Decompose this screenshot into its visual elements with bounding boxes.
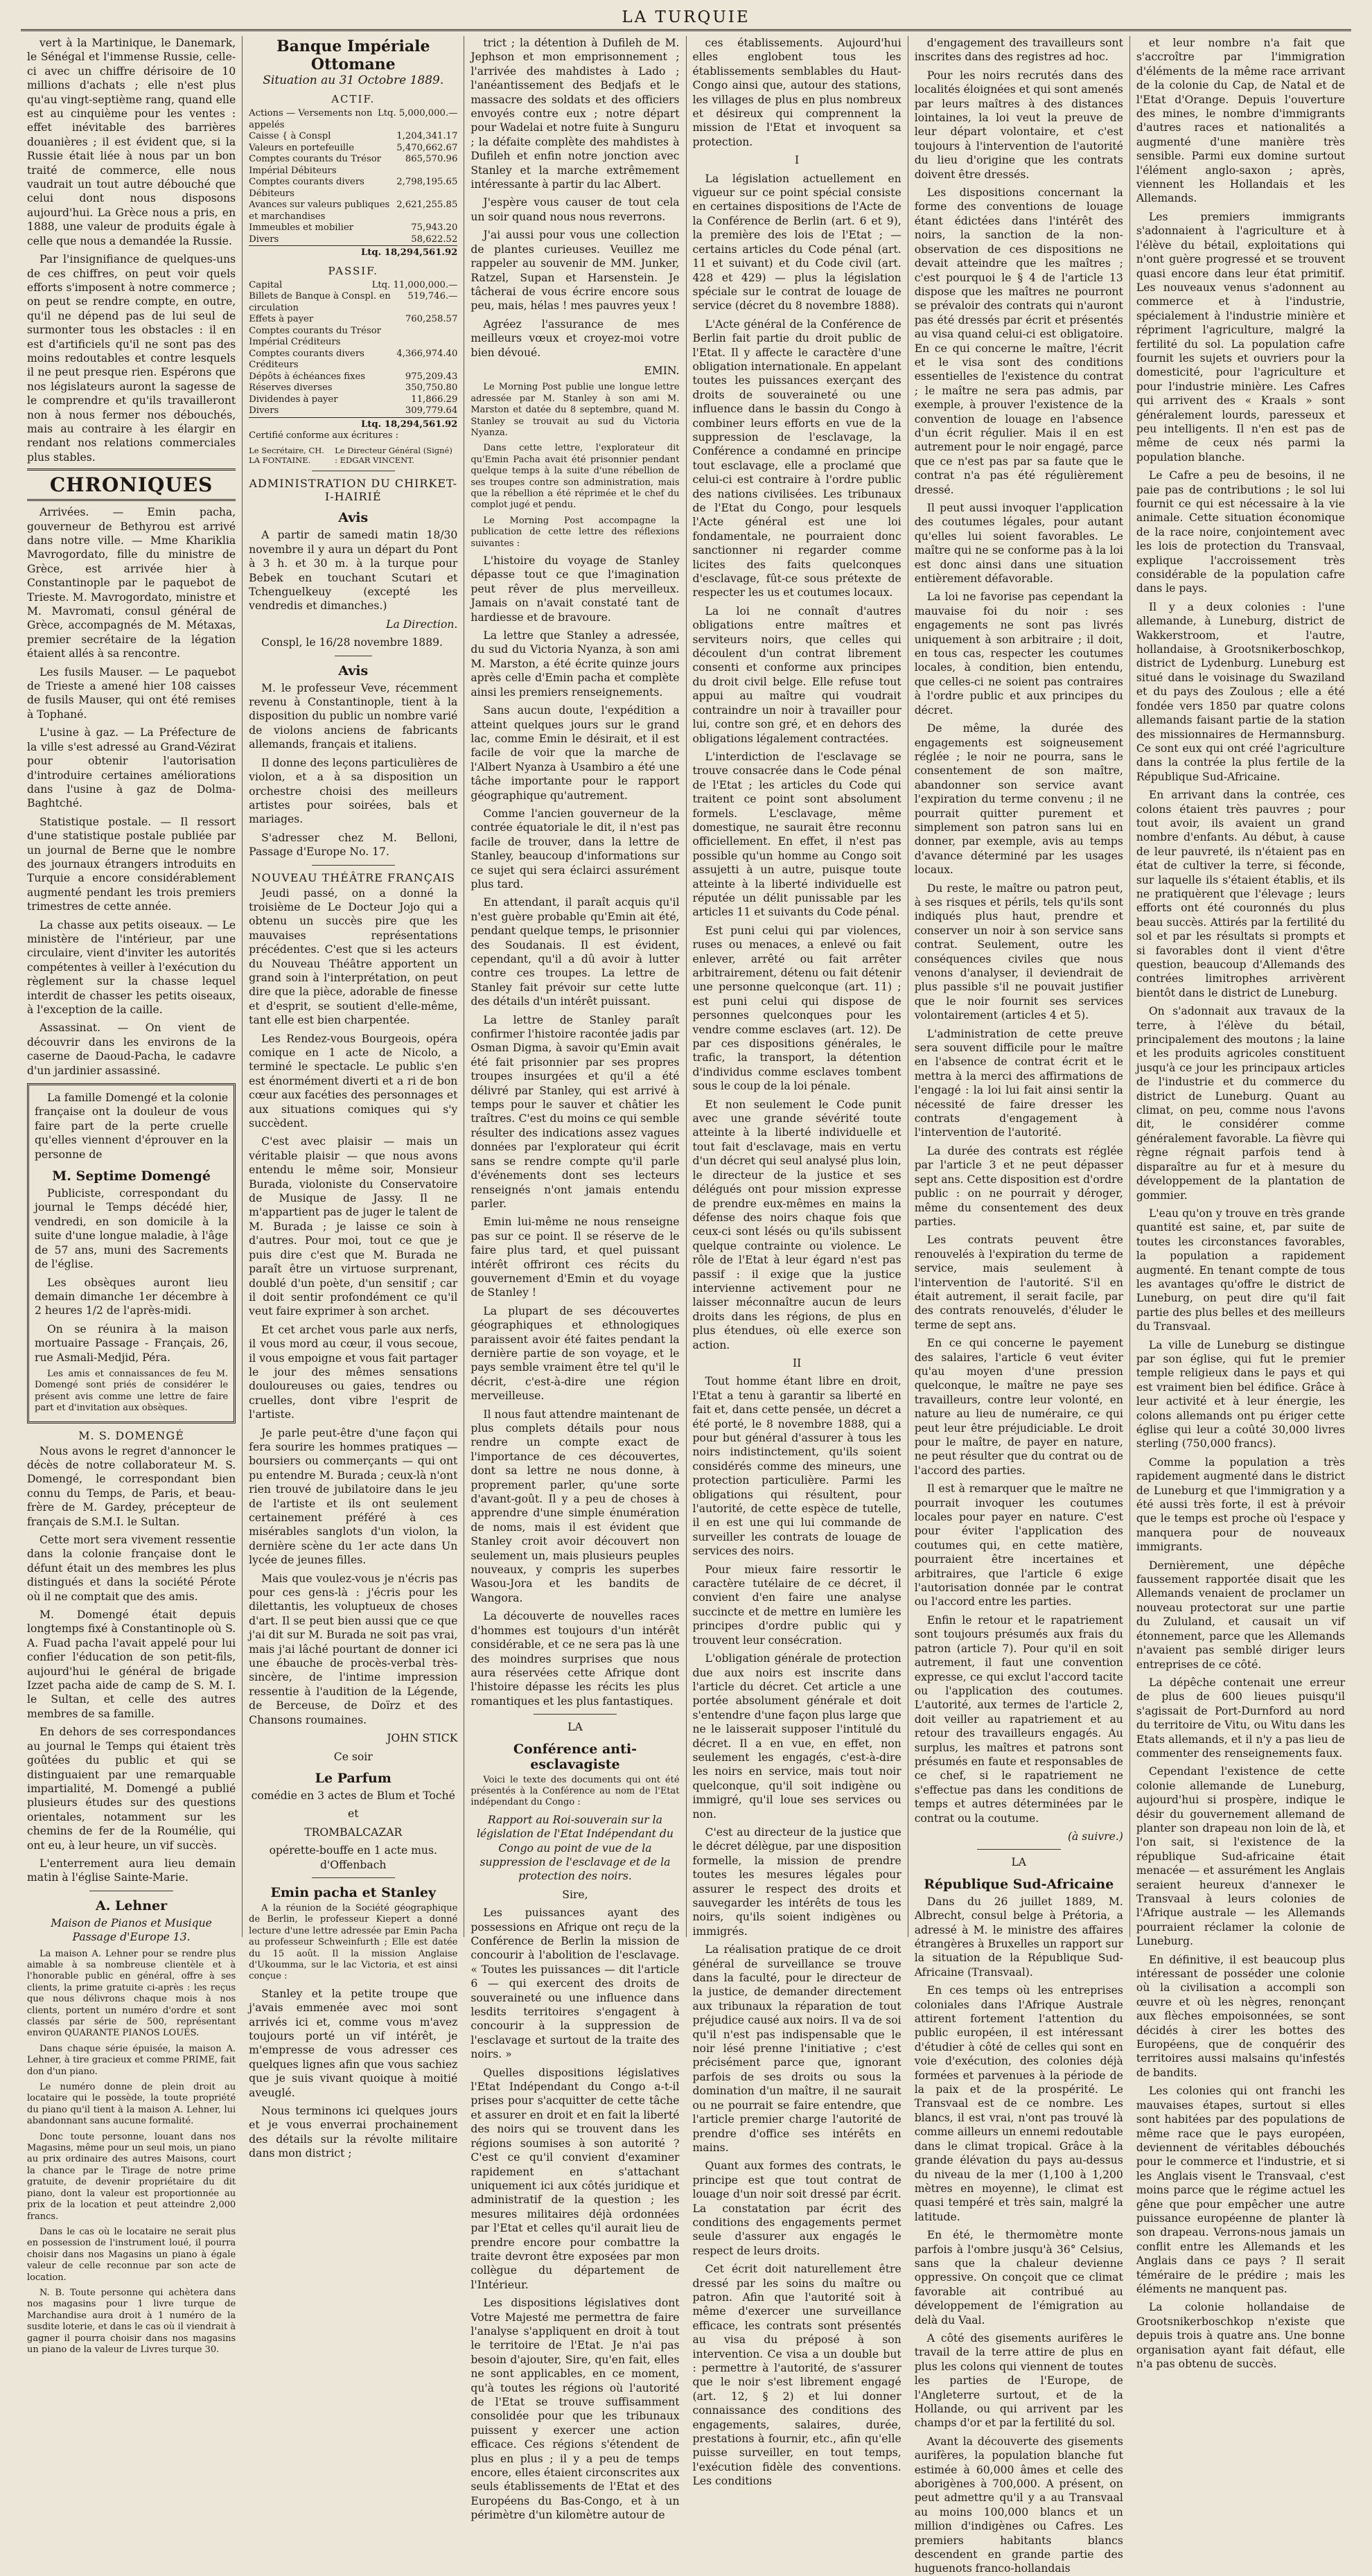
passif-row-amount: 11,866.29 [411,394,458,405]
passif-row-label: Dépôts à échéances fixes [249,371,366,382]
article-text: L'histoire du voyage de Stanley dépasse tout ce que l'imagination peut rêver de plus merveilleux. Jamais on n'avait constaté tant de hardiesse et de bravoure. [470,554,680,624]
passif-row-label: Comptes courants du Trésor Impérial Créditeurs [249,325,381,347]
avis-text: Il donne des leçons particulières de violon, et a à sa disposition un orchestre choisi des meilleurs artistes pour soirées, bals et mariages. [249,756,458,826]
article-text: Les contrats peuvent être renouvelés à l'expiration du terme de service, mais seulement à l'intervention de l'autorité. S'il en était autrement, il serait facile, par des contrats renouvelés, d'éluder le terme de sept ans. [914,1234,1123,1331]
passif-row [249,326,457,349]
article-text: De même, la durée des engagements est soigneusement réglée ; le noir ne pourra, sans le consentement de son maître, abandonner son service avant l'expiration du terme convenu ; il ne pourrait quitter purement et simplement son patron sans lui en donner, par exemple, avis au temps d'avance déterminé par les usages locaux. [914,722,1123,877]
article-text: En été, le thermomètre monte parfois à l'ombre jusqu'à 36° Celsius, sans que la chaleur devienne oppressive. On conçoit que ce climat favorable ait contribué au développement de l'émigration au delà du Vaal. [914,2229,1123,2327]
actif-row-amount: 75,943.20 [411,222,458,233]
article-text: La durée des contrats est réglée par l'article 3 et ne peut dépasser sept ans. Cette disposition est d'ordre public : on ne pourrait y déroger, même du consentement des deux parties. [914,1144,1123,1228]
article-text: L'Acte général de la Conférence de Berlin fait partie du droit public de l'Etat. Il y affecte le caractère d'une obligation internationale. En appelant toutes les puissances exerçant des droits de souveraineté ou une influence dans le bassin du Congo à combiner leurs efforts en vue de la suppression de l'esclavage, la Conférence a condamné en principe tout esclavage, elle a proclamé que celui-ci est contraire à l'ordre public des nations civilisées. Les tribunaux de l'Etat du Congo, pour lesquels l'Acte général est une loi fondamentale, ne pourraient donc sanctionner ni regarder comme licites des faits quelconques d'esclavage, fût-ce sous prétexte de respecter les us et coutumes locaux. [692,317,902,599]
article-text: Avant la découverte des gisements aurifères, la population blanche fut estimée à 60,000 âmes et celle des aborigènes à 700,000. A présent, on peut admettre qu'il y a au Transvaal au moins 100,000 blancs et un million d'indigènes ou Cafres. Les premiers habitants blancs descendent en grande partie des huguenots franco-hollandais [914,2435,1123,2575]
passif-row [249,349,457,371]
divider [977,1849,1060,1850]
actif-row-label: Valeurs en portefeuille [249,142,355,153]
section-numeral: II [792,1356,802,1369]
article-text: En arrivant dans la contrée, ces colons étaient très pauvres ; pour tout avoir, ils avaient un grand nombre d'enfants. Au début, à cause de leur pauvreté, ils n'étaient pas en état de cultiver la terre, si féconde, sur laquelle ils s'étaient établis, et ils ne pratiquèrent que l'élevage ; leurs efforts ont été couronnés du plus beau succès. Attirés par la fertilité du sol et par les résultats si prompts et si favorables dont il vient d'être question, beaucoup d'Allemands des contrées limitrophes arrivèrent bientôt dans le district de Luneburg. [1136,789,1346,999]
article-text: ces établissements. Aujourd'hui elles englobent tous les établissements semblables du Haut-Congo ainsi que, autour des stations, les villages de plus en plus nombreux et désireux qui comprennent la mission de l'Etat et invoquent sa protection. [692,37,902,148]
article-text: En ce qui concerne le payement des salaires, l'article 6 veut éviter qu'au moyen d'une pression quelconque, le maître ne paye ses travailleurs, contre leur volonté, en nature au lieu de numéraire, ce qui peut leur être préjudiciable. Le droit pour le maître, de payer en nature, ne peut résulter que du contrat ou de l'accord des parties. [914,1337,1123,1477]
passif-row-label: Réserves diverses [249,383,333,393]
article-heading: Conférence anti-esclavagiste [513,1741,637,1772]
article-text: L'administration de cette preuve sera souvent difficile pour le maître en l'absence de contrat écrit et le mettra à la merci des affirmations de l'engagé : la loi lui fait ainsi sentir la nécessité de faire dresser les contrats d'engagement à l'intervention de l'autorité. [914,1027,1123,1139]
article-text: La ville de Luneburg se distingue par son église, qui fut le premier temple religieux dans le pays et qui est vraiment bien bel édifice. Grâce à leur activité et à leur énergie, les colons allemands ont pu ériger cette église qui leur a coûté 30,000 livres sterling (750,000 francs). [1136,1338,1346,1451]
obituary-notice [27,1083,236,1423]
avis-text: M. le professeur Veve, récemment revenu à Constantinople, tient à la disposition du public un nombre varié de violons anciens de fabricants allemands, français et italiens. [249,681,458,751]
advert-subtitle: Maison de Pianos et Musique Passage d'Europe 13. [51,1916,212,1944]
article-text: Cependant l'existence de cette colonie allemande de Luneburg, aujourd'hui si prospère, indique le désir du gouvernement allemand de planter son drapeau non loin de là, et l'on sait, si l'existence de la république Sud-africaine était menacée — et assurément les Anglais seraient heureux d'annexer le Transvaal à leurs colonies de l'Afrique australe — les Allemands pourraient réclamer la colonie de Luneburg. [1136,1765,1346,1948]
obituary-text: La famille Domengé et la colonie française ont la douleur de vous faire part de la perte cruelle qu'elles viennent d'éprouver en la personne de [35,1092,229,1161]
article-text: Les dispositions concernant la forme des conventions de louage étant édictées dans l'intérêt des noirs, la sanction de la non-observation de ces dispositions ne devait atteindre que les maîtres ; c'est pourquoi le § 4 de l'article 13 dispose que les maîtres ne pourront se prévaloir des contrats qui n'auront pas été dressés par écrit et présentés au visa quand celui-ci est obligatoire. En ce qui concerne le maître, l'écrit et le visa sont des conditions essentielles de l'existence du contrat ; le maître ne sera pas admis, par exemple, à prouver l'existence de la convention de louage en l'absence d'un écrit régulier. Mais il en est autrement pour le noir engagé, parce que ce n'est pas par sa faute que le contrat n'a pas été régulièrement dressé. [914,186,1123,496]
article-text: Mais que voulez-vous je n'écris pas pour ces gens-là : j'écris pour les dilettantis, les voluptueux de choses d'art. Il se peut bien aussi que ce que j'ai dit sur M. Burada ne soit pas vrai, mais j'ai lâché pourtant de donner ici une ébauche de procès-verbal très-sincère, de l'intime impression ressentie à l'audition de la Légende, de Berceuse, de Doïrz et des Chansons roumaines. [249,1572,458,1726]
article-text: Le Cafre a peu de besoins, il ne paie pas de contributions ; le sol lui fournit ce qui est nécessaire à la vie animale. Cette situation économique de la race noire, conjointement avec les lois de protection du Transvaal, explique l'accroissement très considérable de la population cafre dans le pays. [1136,469,1346,595]
article-heading: M. S. DOMENGÉ [78,1428,184,1442]
actif-row-label: Avances sur valeurs publiques et marchandises [249,200,390,222]
obituary-note: Les amis et connaissances de feu M. Domengé sont priés de considérer le présent avis comme une lettre de faire part et d'invitation aux obsèques. [35,1368,229,1414]
passif-row [249,394,457,406]
article-intro: Voici le texte des documents qui ont été présentés à la Conférence au nom de l'Etat indépendant du Congo : [470,1774,680,1808]
actif-row-amount: 1,204,341.17 [396,131,458,141]
bank-subtitle: Situation au 31 Octobre 1889. [263,73,444,87]
signature-director: Le Directeur Général (Signé) : EDGAR VINCENT. [335,446,452,466]
actif-row-amount: 5,470,662.67 [396,142,458,153]
passif-total: Ltq. 18,294,561.92 [361,419,458,430]
article-text: En dehors de ses correspondances au journal le Temps qui étaient très goûtées du public et qui se distinguaient par une remarquable impartialité, M. Domengé a publié plusieurs études sur des questions orientales, notamment sur les chemins de fer de la Roumélie, qui ont eu, à leur heure, un vif succès. [27,1726,236,1852]
actif-total-row [249,245,457,259]
article-text: d'engagement des travailleurs sont inscrites dans des registres ad hoc. [914,37,1123,64]
column-2 [243,36,464,2160]
article-heading: République Sud-Africaine [924,1876,1114,1892]
passif-row-amount: 760,258.57 [405,314,458,324]
play-subtitle: comédie en 3 actes de Blum et Toché [251,1789,455,1802]
article-text: M. Domengé était depuis longtemps fixé à Constantinople où S. A. Fuad pacha l'avait appelé pour lui confier l'éducation de son petit-fils, aujourd'hui le général de brigade Izzet pacha aide de camp de S. M. I. le Sultan, et celle des autres membres de sa famille. [27,1609,236,1720]
advert-text: Dans le cas où le locataire ne serait plus en possession de l'instrument loué, il pourra choisir dans nos Magasins un piano à égale valeur de celle reconnue par son acte de location. [27,2226,236,2283]
actif-row-label: Comptes courants divers Débiteurs [249,177,364,199]
actif-total: Ltq. 18,294,561.92 [361,247,458,258]
passif-row [249,291,457,314]
actif-row [249,131,457,143]
actif-row [249,108,457,131]
article-text: Dernièrement, une dépêche faussement rapportée disait que les Allemands venaient de proclamer un nouveau protectorat sur une partie du Zululand, et causait un vif étonnement, parce que les Allemands n'avaient pas semblé diriger leurs entreprises de ce côté. [1136,1559,1346,1671]
actif-row [249,177,457,200]
article-text: Tout homme étant libre en droit, l'Etat a tenu à garantir sa liberté en fait et, dans cette pensée, un décret a été porté, le 8 novembre 1888, qui a pour but général d'assurer à tous les noirs indistinctement, qu'ils soient considérés comme des mineurs, une protection particulière. Parmi les obligations qui résultent, pour l'autorité, de cette espèce de tutelle, il en est une qui lui commande de surveiller les contrats de louage de services des noirs. [692,1375,902,1558]
column-1 [21,36,243,2355]
article-text: La plupart de ses découvertes géographiques et ethnologiques paraissent avoir été faites pendant la dernière partie de son voyage, et le pays semble vraiment être tel qu'il le décrit, c'est-à-dire une région merveilleuse. [470,1304,680,1403]
article-text: La dépêche contenait une erreur de plus de 600 lieues puisqu'il s'agissait de Port-Durnford au nord du territoire de Vitu, ou Witu dans les Etats allemands, et il n'y a pas lieu de commenter des renseignements faux. [1136,1676,1346,1760]
passif-total-row [249,417,457,431]
article-text: L'enterrement aura lieu demain matin à l'église Sainte-Marie. [27,1857,236,1884]
article-text: J'ai aussi pour vous une collection de plantes curieuses. Veuillez me rappeler au souvenir de MM. Junker, Ratzel, Supan et Harsenstein. Je tâcherai de vous écrire encore sous peu, mais, hélas ! mes pauvres yeux ! [470,229,680,313]
passif-table [249,280,457,417]
obituary-name: M. Septime Domengé [52,1168,211,1184]
passif-row-amount: 519,746.— [407,291,458,301]
chronique-item: Les fusils Mauser. — Le paquebot de Trieste a amené hier 108 caisses de fusils Mauser, qui ont été remises à Tophané. [27,665,236,721]
column-4 [687,36,908,2488]
article-text: Sans aucun doute, l'expédition a atteint quelques jours sur le grand lac, comme Emin le désirait, et il est facile de voir que la marche de l'Albert Nyanza à Usambiro a été une tâche importante pour le rapport géographique qu'autrement. [470,704,680,802]
article-kicker: LA [568,1721,583,1734]
actif-row-label: Comptes courants du Trésor Impérial Débiteurs [249,154,381,176]
chronique-item: Assassinat. — On vient de découvrir dans les environs de la caserne de Daoud-Pacha, le cadavre d'un jardinier assassiné. [27,1022,236,1077]
continued-note: (à suivre.) [1067,1830,1123,1843]
actif-row [249,154,457,177]
article-text: Je parle peut-être d'une façon qui fera sourire les hommes pratiques — boursiers ou commerçants — qui ont pu entendre M. Burada ; ceux-là n'ont rien trouvé de jubilatoire dans le jeu de l'artiste et ils ont seulement certainement préféré à ces misérables sanglots d'un violon, la dernière scène du 1er acte dans Un lycée de jeunes filles. [249,1426,458,1567]
chronique-item: Statistique postale. — Il ressort d'une statistique postale publiée par un journal de Berne que le nombre des journaux étrangers introduits en Turquie a encore considérablement augmenté pendant les trois premiers trimestres de cette année. [27,815,236,913]
article-text: En attendant, il paraît acquis qu'il n'est guère probable qu'Emin ait été, pendant quelque temps, le prisonnier des Soudanais. Il est évident, cependant, qu'il a dû avoir à lutter contre ces troupes. La lettre de Stanley fait prévoir sur cette lutte des détails d'un intérêt puissant. [470,896,680,1008]
article-text: Les puissances ayant des possessions en Afrique ont reçu de la Conférence de Berlin la mission de concourir à l'abolition de l'esclavage. « Toutes les puissances — dit l'article 6 — qui exercent des droits de souveraineté ou une influence dans lesdits territoires s'engagent à concourir à la suppression de l'esclavage et surtout de la traite des noirs. » [470,1907,680,2061]
section-numeral: I [795,154,800,167]
actif-row-label: Divers [249,234,279,245]
letter-signature: EMIN. [644,364,680,377]
author-signature: JOHN STICK [387,1732,458,1745]
article-text: Stanley et la petite troupe que j'avais emmenée avec moi sont arrivés ici et, comme vous m'avez toujours porté un vif intérêt, je m'empresse de vous adresser ces quelques lignes afin que vous sachiez que je suis vivant quoique à moitié aveuglé. [249,1987,458,2099]
actif-row [249,143,457,155]
passif-row [249,314,457,326]
passif-row-label: Divers [249,405,279,416]
advert-text: La maison A. Lehner pour se rendre plus aimable à sa nombreuse clientèle et à l'honorable public en général, offre à ses clients, la prime gratuite ci-après : les reçus que nous délivrons chaque mois à nos clients, portent un numéro d'ordre et sont classés par série de 500, représentant environ QUARANTE PIANOS LOUÉS. [27,1948,236,2039]
article-text: La loi ne favorise pas cependant la mauvaise foi du noir : ses engagements ne sont pas livrés uniquement à son arbitraire ; il doit, en tous cas, respecter les coutumes locales, à condition, bien entendu, que celles-ci ne soient pas contraires à l'ordre public et aux principes du décret. [914,590,1123,717]
newspaper-title: LA TURQUIE [622,8,750,26]
avis-text: S'adresser chez M. Belloni, Passage d'Europe No. 17. [249,831,458,859]
actif-row [249,222,457,234]
actif-row-amount: 865,570.96 [405,154,458,164]
article-text: trict ; la détention à Dufileh de M. Jephson et mon emprisonnement ; l'arrivée des mahdistes à Lado ; l'anéantissement des Bedjafs et le massacre des soldats et des officiers envoyés contre eux ; notre départ pour Wadelai et notre fuite à Sunguru ; la défaite complète des mahdistes à Dufileh et enfin notre jonction avec Stanley et la marche extrêmement intéressante à partir du lac Albert. [470,37,680,191]
article-text: Nous terminons ici quelques jours et je vous enverrai prochainement des détails sur la révolte militaire dans mon district ; [249,2105,458,2160]
actif-table [249,108,457,245]
divider [312,865,395,866]
actif-row [249,200,457,222]
passif-row-label: Comptes courants divers Créditeurs [249,348,364,370]
article-text: Du reste, le maître ou patron peut, à ses risques et périls, tels qu'ils sont indiqués plus haut, prendre et conserver un noir à son service sans contrat. Seulement, outre les conséquences civiles que nous venons d'analyser, il deviendrait de plus passible s'il ne pouvait justifier que le noir fournit ses services volontairement (articles 4 et 5). [914,882,1123,1022]
passif-row [249,405,457,417]
article-text: A côté des gisements aurifères le travail de la terre attire de plus en plus les colons qui viennent de toutes les parties de l'Europe, de l'Angleterre surtout, et de la Hollande, ou qui arrivent par les champs d'or et par la fertilité du sol. [914,2331,1123,2430]
article-text: Comme l'ancien gouverneur de la contrée équatoriale le dit, il n'est pas facile de trouver, dans la lettre de Stanley, beaucoup d'informations sur ce sujet qui sera éclairci assurément plus tard. [470,807,680,891]
article-text: Et non seulement le Code punit avec une grande sévérité toute atteinte à la liberté individuelle et tout fait d'esclavage, mais en vertu d'un décret qui seul analysé plus loin, le directeur de la justice et ses délégués ont pour mission expresse de prendre eux-mêmes en mains la défense des noirs chaque fois que ceux-ci sont lésés ou qu'ils subissent quelque contrainte ou violence. Le rôle de l'Etat à leur égard n'est pas passif : il exige que la justice intervienne activement pour ne laisser méconnaître aucun de leurs droits dans les régions, de plus en plus étendues, où elle exerce son action. [692,1098,902,1351]
passif-row-label: Billets de Banque à Conspl. en circulation [249,291,391,313]
article-text: Il peut aussi invoquer l'application des coutumes légales, pour autant qu'elles lui soient favorables. Le maître qui ne se conforme pas à la loi est donc ainsi dans une situation entièrement défavorable. [914,502,1123,586]
admin-heading: ADMINISTRATION DU CHIRKET-I-HAIRIÉ [249,477,458,504]
conjunction: et [348,1807,359,1821]
advert-text: Donc toute personne, louant dans nos Magasins, même pour un seul mois, un piano au prix ordinaire des autres Maisons, court la chance par le Tirage de notre prime gratuite, de devenir propriétaire du dit piano, dont la valeur est proportionnée au prix de la location et peut atteindre 2,000 francs. [27,2131,236,2222]
article-text: Et cet archet vous parle aux nerfs, il vous mord au cœur, il vous secoue, il vous empoigne et vous fait partager le jour des mêmes sensations douloureuses ou gaies, tendres ou cruelles, dont vibre l'esprit de l'artiste. [249,1323,458,1421]
article-kicker: LA [1011,1856,1027,1869]
article-text: En ces temps où les entreprises coloniales dans l'Afrique Australe attirent fortement l'attention du public européen, il est intéressant d'étudier à côté de celles qui sont en voie d'exécution, des colonies déjà formées et parvenues à la période de la paix et de la prospérité. Le Transvaal est de ce nombre. Les blancs, il est vrai, n'ont pas trouvé là comme ailleurs un ennemi redoutable dans le climat tropical. Grâce à la grande élévation du pays au-dessus du niveau de la mer (1,100 à 1,200 mètres en moyenne), le climat est quasi tempéré et très sain, malgré la latitude. [914,1984,1123,2223]
avis-date: Conspl, le 16/28 novembre 1889. [261,636,443,649]
article-text: C'est avec plaisir — mais un véritable plaisir — que nous avons entendu le même soir, Monsieur Burada, violoniste du Conservatoire de Musique de Jassy. Il ne m'appartient pas de juger le talent de M. Burada ; je laisse ce soin à d'autres. Pour moi, tout ce que je puis dire c'est que M. Burada ne paraît être un virtuose surprenant, doublé d'un poète, d'un sensitif ; car il doit sentir profondément ce qu'il veut faire exprimer à son archet. [249,1135,458,1318]
article-text: La législation actuellement en vigueur sur ce point spécial consiste en certaines dispositions de l'Acte de la Conférence de Berlin (art. 6 et 9), la première des lois de l'Etat ; — certains articles du Code pénal (art. 11 et suivant) et du Code civil (art. 428 et 429) — plus la législation spéciale sur le contrat de louage de service (décret du 8 novembre 1888). [692,172,902,313]
passif-row [249,371,457,383]
section-heading-chroniques: CHRONIQUES [27,468,236,501]
actif-row-amount: 2,621,255.85 [396,200,458,210]
divider [312,1877,395,1878]
column-6 [1130,36,1351,2370]
article-text: Pour les noirs recrutés dans des localités éloignées et qui sont amenés par leurs maîtres à des distances lointaines, la loi veut la preuve de leur départ volontaire, et c'est toujours à l'intervention de l'autorité du lieu d'origine que les contrats doivent être dressés. [914,69,1123,181]
avis-signature: La Direction. [386,617,458,631]
article-text: Agréez l'assurance de mes meilleurs vœux et croyez-moi votre bien dévoué. [470,317,680,359]
article-text: Cet écrit doit naturellement être dressé par les soins du maître ou patron. Afin que l'autorité soit à même d'exercer une surveillance efficace, les contrats sont présentés au visa du préposé à son intervention. Ce visa a un double but : permettre à l'autorité, de s'assurer que le noir s'est librement engagé (art. 12, § 2) et lui donner connaissance des conditions des engagements, salaires, durée, prestations à fournir, etc., afin qu'elle puisse surveiller, en tout temps, l'exécution fidèle des conventions. Les conditions [692,2263,902,2488]
signatures [249,446,457,465]
article-text: Pour mieux faire ressortir le caractère tutélaire de ce décret, il convient d'en faire une analyse succincte et de mettre en lumière les principes d'ordre public qui y trouvent leur consécration. [692,1563,902,1647]
bank-title: Banque Impériale Ottomane [276,37,430,73]
tonight-label: Ce soir [333,1750,373,1763]
article-text: Les dispositions législatives dont Votre Majesté me permettra de faire l'analyse s'appliquent en droit à tout le territoire de l'Etat. Je n'ai pas besoin d'ajouter, Sire, qu'en fait, elles ne sont applicables, en ce moment, qu'à toutes les régions où l'autorité de l'Etat se trouve suffisamment consolidée pour que les tribunaux puissent y exercer une action efficace. Ces régions s'étendent de plus en plus ; il y a peu de temps encore, elles étaient circonscrites aux seuls établissements de l'Etat et des Européens du Bas-Congo, et à un périmètre d'un kilomètre autour de [470,2297,680,2522]
article-text: L'interdiction de l'esclavage se trouve consacrée dans le Code pénal de l'Etat ; les articles du Code qui traitent ce point sont absolument formels. L'esclavage, même domestique, ne saurait être reconnu officiellement. En effet, il n'est pas possible qu'un homme au Congo soit assujetti à un autre, puisque toute atteinte à la liberté individuelle est réputée un délit punissable par les articles 11 et suivants du Code pénal. [692,750,902,919]
article-text: Il nous faut attendre maintenant de plus complets détails pour nous rendre un compte exact de l'importance de ces découvertes, dont sa lettre ne nous donne, à proprement parler, qu'une sorte d'avant-goût. Il y a peu de choses à apprendre d'une simple énumération de noms, mais il est évident que Stanley croit avoir découvert non seulement un, mais plusieurs peuples nouveaux, y compris les superbes Wasou-Jora et les bandits de Wangora. [470,1408,680,1604]
passif-row-amount: 350,750.80 [405,383,458,393]
article-text: et leur nombre n'a fait que s'accroître par l'immigration d'éléments de la même race arrivant de la colonie du Cap, de Natal et de l'Etat d'Orange. Depuis l'ouverture des mines, le nombre d'immigrants d'autres races et nationalités a augmenté d'une manière très sensible. Parmi eux domine surtout l'élément anglo-saxon ; après, viennent les Hollandais et les Allemands. [1136,37,1346,205]
column-5 [908,36,1130,2575]
article-text: Quant aux formes des contrats, le principe est que tout contrat de louage d'un noir soit dressé par écrit. La constatation par écrit des conditions des engagements permet seule d'assurer aux engagés le respect de leurs droits. [692,2159,902,2257]
article-text: Dans cette lettre, l'explorateur dit qu'Emin Pacha avait été prisonnier pendant quelque temps à la suite d'une rébellion de ses troupes contre son administration, mais que la rébellion a été réprimée et le chef du complot jugé et pendu. [470,443,680,511]
actif-row-amount: Ltq. 5,000,000.— [377,108,458,119]
article-text: Par l'insignifiance de quelques-uns de ces chiffres, on peut voir quels efforts s'imposent à notre commerce ; on peut se rendre compte, en outre, qu'il ne dépend pas de lui seul de surmonter tous les obstacles : il en est d'artificiels qu'il ne sont pas des moins redoutables et contre lesquels il ne peut presque rien. Espérons que nos législateurs auront la sagesse de le comprendre et qu'ils travailleront non à nous fermer nos débouchés, mais au contraire à les élargir en rendant nos relations commerciales plus stables. [27,253,236,464]
passif-row [249,280,457,292]
actif-label: ACTIF. [331,93,376,105]
article-text: Il y a deux colonies : l'une allemande, à Luneburg, district de Wakkerstroom, et l'autre, hollandaise, à Grootsnikerboschkop, district de Lydenburg. Luneburg est situé dans le voisinage du Swaziland et du pays des Zoulous ; elle a été fondée vers 1850 par quatre colons allemands faisant partie de la station des missionnaires de Hermannsburg. Ce sont eux qui ont créé l'agriculture dans la contrée la plus fertile de la République Sud-Africaine. [1136,600,1346,783]
passif-row-label: Dividendes à payer [249,394,338,405]
obituary-text: Publiciste, correspondant du journal le Temps décédé hier, vendredi, en son domicile à la suite d'une longue maladie, à l'âge de 57 ans, muni des Sacrements de l'église. [35,1187,229,1271]
actif-row [249,234,457,246]
article-text: Cette mort sera vivement ressentie dans la colonie française dont le défunt était un des membres les plus distingués et dans la société Pérote où il ne comptait que des amis. [27,1534,236,1603]
passif-row-amount: Ltq. 11,000,000.— [371,279,458,290]
article-text: La découverte de nouvelles races d'hommes est toujours d'un intérêt considérable, et ce ne sera pas là une des moindres surprises que nous aura réservées cette Afrique dont l'histoire dépasse les récits les plus romantiques et les plus fantastiques. [470,1610,680,1708]
divider [534,1714,617,1715]
advert-text: N. B. Toute personne qui achètera dans nos magasins pour 1 livre turque de Marchandise aura droit à 1 numéro de la susdite loterie, et dans le cas où il viendrait à gagner il pourra choisir dans nos magasins un piano de la valeur de Livres turque 30. [27,2287,236,2355]
article-text: Comme la population a très rapidement augmenté dans le district de Luneburg et que l'immigration y a été aussi très forte, il est à prévoir que le temps est proche où l'espace y manquera pour de nouveaux immigrants. [1136,1455,1346,1554]
obituary-text: Les obsèques auront lieu demain dimanche 1er décembre à 2 heures 1/2 de l'après-midi. [35,1276,229,1317]
advert-title: A. Lehner [96,1898,168,1913]
article-text: J'espère vous causer de tout cela un soir quand nous nous reverrons. [470,196,680,223]
avis-heading: Avis [338,663,369,678]
chronique-item: L'usine à gaz. — La Préfecture de la ville s'est adressé au Grand-Vézirat pour obtenir l'autorisation d'introduire certaines améliorations dans l'usine à gaz de Dolma-Baghtché. [27,726,236,810]
article-text: C'est au directeur de la justice que le décret délègue, par une disposition formelle, la mission de prendre toutes les mesures légales pour assurer le respect des droits et sauvegarder les intérêts de tous les noirs, qu'ils soient indigènes ou immigrés. [692,1825,902,1938]
actif-row-label: Immeubles et mobilier [249,222,354,233]
certification: Certifié conforme aux écritures : [249,430,399,441]
article-text: Est puni celui qui par violences, ruses ou menaces, a enlevé ou fait enlever, arrêté ou fait arrêter arbitrairement, détenu ou fait détenir une personne quelconque (art. 11) ; est puni celui qui dispose de personnes quelconques pour les vendre comme esclaves (art. 12). De par ces dispositions générales, le trafic, la transport, la détention d'individus comme esclaves tombent sous le coup de la loi pénale. [692,924,902,1093]
play-title-2: TROMBALCAZAR [304,1825,403,1839]
article-text: La réalisation pratique de ce droit général de surveillance se trouve dans la faculté, pour le directeur de la justice, de demander directement aux tribunaux la réparation de tout préjudice causé aux noirs. Il va de soi qu'il n'est pas indispensable que le noir lésé prenne l'initiative ; c'est précisément parce que, ignorant parfois de ses droits ou sous la domination d'un maître, il ne saurait ou ne pourrait se faire entendre, que l'article premier charge l'autorité de prendre d'office ses intérêts en mains. [692,1943,902,2154]
article-text: Il est à remarquer que le maître ne pourrait invoquer les coutumes locales pour payer en nature. C'est pour éviter l'application des coutumes qui, en cette matière, pourraient être incertaines et arbitraires, que l'article 6 exige l'autorisation donnée par le contrat ou l'accord entre les parties. [914,1482,1123,1609]
report-title: Rapport au Roi-souverain sur la législation de l'Etat Indépendant du Congo au point de vue de la suppression de l'esclavage et de la protection des noirs. [476,1813,674,1883]
chronique-item: La chasse aux petits oiseaux. — Le ministère de l'intérieur, par une circulaire, vient d'inviter les autorités compétentes à veiller à l'exécution du règlement sur la chasse lequel interdit de chasser les petits oiseaux, à l'exception de la caille. [27,918,236,1016]
actif-row-amount: 58,622.52 [411,234,458,245]
column-3 [464,36,686,2522]
actif-row-label: Caisse { à Conspl [249,131,331,141]
play-title: Le Parfum [315,1770,392,1786]
article-text: La lettre de Stanley paraît confirmer l'histoire racontée jadis par Osman Digma, à savoir qu'Emin avait été fait prisonnier par ses propres troupes insurgées et qu'il a été délivré par Stanley, qui est arrivé à temps pour le sauver et châtier les traîtres. C'est du moins ce qui semble résulter des indications assez vagues données par l'explorateur qui écrit sans se rendre compte qu'il parle d'événements dont ses lecteurs renseignés n'ont jamais entendu parler. [470,1013,680,1210]
article-text: La lettre que Stanley a adressée, du sud du Victoria Nyanza, à son ami M. Marston, a été écrite quinze jours après celle d'Emin pacha et complète ainsi les premiers renseignements. [470,629,680,699]
passif-row-label: Effets à payer [249,314,314,324]
article-text: Les colonies qui ont franchi les mauvaises étapes, surtout si elles sont habitées par des populations de même race que le pays européen, deviennent de véritables débouchés pour le commerce et l'industrie, et si les Anglais visent le Transvaal, c'est moins parce que le régime actuel les gêne que pour empêcher une autre puissance européenne de planter là son drapeau. Verrons-nous jamais un conflit entre les Allemands et les Anglais dans ce pays ? Il serait téméraire de le prédire ; mais les éléments ne manquent pas. [1136,2085,1346,2295]
article-text: Le Morning Post publie une longue lettre adressée par M. Stanley à son ami M. Marston et datée du 8 septembre, quand M. Stanley se trouvait au sud du Victoria Nyanza. [470,382,680,438]
avis-text: A partir de samedi matin 18/30 novembre il y aura un départ du Pont à 3 h. et 30 m. à la turque pour Bebek en touchant Scutari et Tchenguelkeuy (excepté les vendredis et dimanches.) [249,529,458,613]
article-text: La loi ne connaît d'autres obligations entre maîtres et serviteurs noirs, que celles qui découlent d'un contrat librement consenti et conforme aux principes du droit civil belge. Elle refuse tout appui au maître qui voudrait contraindre un noir à travailler pour lui, contre son gré, et en dehors des obligations légalement contractées. [692,604,902,745]
article-text: Jeudi passé, on a donné la troisième de Le Docteur Jojo qui a obtenu un succès pire que les mauvaises représentations précédentes. C'est que si les acteurs du Nouveau Théâtre apportent un grand soin à l'interprétation, on peut dire que la pièce, adorable de finesse et d'esprit, se soutient d'elle-même, tant elle est bien charpentée. [249,886,458,1027]
passif-row-amount: 975,209.43 [405,371,458,382]
article-text: Dans du 26 juillet 1889, M. Albrecht, consul belge à Prétoria, a adressé à M. le ministre des affaires étrangères à Bruxelles un rapport sur la situation de la République Sud-Africaine (Transvaal). [914,1895,1123,1979]
actif-row-label: Actions — Versements non appelés [249,108,373,130]
article-text: Le Morning Post accompagne la publication de cette lettre des réflexions suivantes : [470,515,680,549]
article-text: Les Rendez-vous Bourgeois, opéra comique en 1 acte de Nicolo, a terminé le spectacle. Le public s'en est énormément diverti et a ri de bon cœur aux facéties des personnages et aux situations comiques qui s'y succèdent. [249,1032,458,1130]
article-heading: Emin pacha et Stanley [270,1884,437,1900]
passif-row [249,383,457,394]
passif-row-label: Capital [249,279,283,290]
actif-row-amount: 2,798,195.65 [396,177,458,187]
advert-text: Le numéro donne de plein droit au locataire qui le possède, la toute propriété du piano qu'il tient à la maison A. Lehner, lui abandonnant sans aucune formalité. [27,2082,236,2127]
article-text: L'eau qu'on y trouve en très grande quantité est saine, et, par suite de toutes les circonstances favorables, la population a rapidement augmenté. En tenant compte de tous les avantages qu'offre le district de Luneburg, on peut dire qu'il fait partie des plus belles et des meilleurs du Transvaal. [1136,1207,1346,1333]
article-text: Les premiers immigrants s'adonnaient à l'agriculture et à l'élève du bétail, exploitations qui n'ont guère progressé et se trouvent quasi encore dans leur état primitif. Les nouveaux venus s'adonnent au commerce et à l'industrie, spécialement à l'industrie minière et répriment l'agriculture, malgré la fertilité du sol. La population cafre fournit les sujets et ouvriers pour la domesticité, pour l'agriculture et pour l'industrie minière. Les Cafres qui arrivent des « Kraals » sont généralement lourds, paresseux et peu intelligents. Il n'en est pas de même de ceux nés parmi la population blanche. [1136,210,1346,464]
article-text: La colonie hollandaise de Grootsnikerboschkop n'existe que depuis trois à quatre ans. Une bonne organisation ayant fait défaut, elle n'a pas obtenu de succès. [1136,2301,1346,2370]
columns [21,36,1351,2575]
passif-row-amount: 309,779.64 [405,405,458,416]
article-text: En définitive, il est beaucoup plus intéressant de posséder une colonie où la civilisation a accompli son œuvre et où les nègres, renonçant aux flèches empoisonnées, se sont décidés à cirer les bottes des Européens, que de conquérir des territoires aussi malsains qu'infestés de bandits. [1136,1953,1346,2079]
article-text: A la réunion de la Société géographique de Berlin, le professeur Kiepert a donné lecture d'une lettre adressée par Emin Pacha au professeur Schweinfurth ; Elle est datée du 15 août. Il la mission Anglaise d'Ukoumma, sur le lac Victoria, et est ainsi conçue : [249,1902,458,1982]
obituary-text: On se réunira à la maison mortuaire Passage - Français, 26, rue Asmali-Medjid, Péra. [35,1322,229,1364]
article-text: Enfin le retour et le rapatriement sont toujours présumés aux frais du patron (article 7). Pour qu'il en soit autrement, il faut une convention expresse, ce qui exclut l'accord tacite ou l'application des coutumes. L'autorité, aux termes de l'article 2, doit veiller au rapatriement et au retour des travailleurs engagés. Au surplus, les maîtres et patrons sont présumés en faute et responsables de ce chef, si le rapatriement ne s'effectue pas dans les conditions de temps et autres déterminées par le contrat ou la coutume. [914,1613,1123,1825]
article-text: Emin lui-même ne nous renseigne pas sur ce point. Il se réserve de le faire plus tard, et quel puissant intérêt offriront ces récits du gouvernement d'Emin et du voyage de Stanley ! [470,1216,680,1299]
signature-secretary: Le Secrétaire, CH. LA FONTAINE. [249,446,324,466]
passif-label: PASSIF. [328,264,379,277]
article-text: vert à la Martinique, le Danemark, le Sénégal et l'immense Russie, celle-ci avec un chiffre dérisoire de 10 millions d'achats ; elle n'est plus qu'au vingt-septième rang, quand elle est au cinquième pour les ventes : effet inévitable des barrières douanières ; il est évident que, si la Russie était liée à nous par un bon traité de commerce, elle nous vaudrait un tout autre débouché que celui dont nous disposons aujourd'hui. La Grèce nous a pris, en 1888, une valeur de produits égale à celle que nous a demandée la Russie. [27,37,236,247]
masthead [21,6,1351,31]
salutation: Sire, [562,1888,588,1901]
article-text: On s'adonnait aux travaux de la terre, à l'élève du bétail, principalement des moutons ; la laine et les produits agricoles constituent jusqu'à ce jour les principaux articles de l'industrie et du commerce du district de Luneburg. Quant au climat, on peu, comme nous l'avons dit, le considérer comme généralement favorable. La fièvre qui règne régnait parfois tend à disparaître au fur et à mesure du développement de la plantation de gommier. [1136,1005,1346,1202]
article-text: Nous avons le regret d'annoncer le décès de notre collaborateur M. S. Domengé, le correspondant bien connu du Temps, de Paris, et beau-frère de M. Gardey, précepteur de français de S.M.I. le Sultan. [27,1444,236,1528]
advert-text: Dans chaque série épuisée, la maison A. Lehner, à tire gracieux et comme PRIME, fait don d'un piano. [27,2043,236,2077]
passif-row-amount: 4,366,974.40 [396,348,458,359]
article-text: L'obligation générale de protection due aux noirs est inscrite dans l'article du décret. Cet article a une portée absolument générale et doit s'entendre d'une façon plus large que ne le laisserait supposer l'intitulé du décret. Il a en vue, en effet, non seulement les engagés, c'est-à-dire les noirs en service, mais tout noir quelconque, qu'il soit indigène ou immigré, qu'il loue ses services ou non. [692,1652,902,1821]
article-text: Quelles dispositions législatives l'Etat Indépendant du Congo a-t-il prises pour s'acquitter de cette tâche et assurer en droit et en fait la liberté des noirs qui se trouvent dans les régions soumises à son autorité ? C'est ce qu'il convient d'examiner rapidement en s'attachant uniquement ici aux côtés juridique et administratif de la question ; les mesures militaires déjà ordonnées par l'Etat et celles qu'il aurait lieu de prendre encore pour combattre la traite devront être exposées par mon collègue du département de l'Intérieur. [470,2066,680,2291]
play-subtitle-2: opérette-bouffe en 1 acte mus. d'Offenbach [269,1844,437,1871]
chronique-item: Arrivées. — Emin pacha, gouverneur de Bethyrou est arrivé dans notre ville. — Mme Khariklia Mavrogordato, fille du ministre de Grèce, est arrivée hier à Constantinople par le paquebot de Trieste. M. Mavrogordato, ministre et M. Mavromati, consul général de Grèce, accompagnés de M. Métaxas, premier secrétaire de la légation étaient allés à sa rencontre. [27,506,236,660]
avis-heading: Avis [338,510,369,526]
theatre-heading: NOUVEAU THÉÂTRE FRANÇAIS [251,870,455,884]
